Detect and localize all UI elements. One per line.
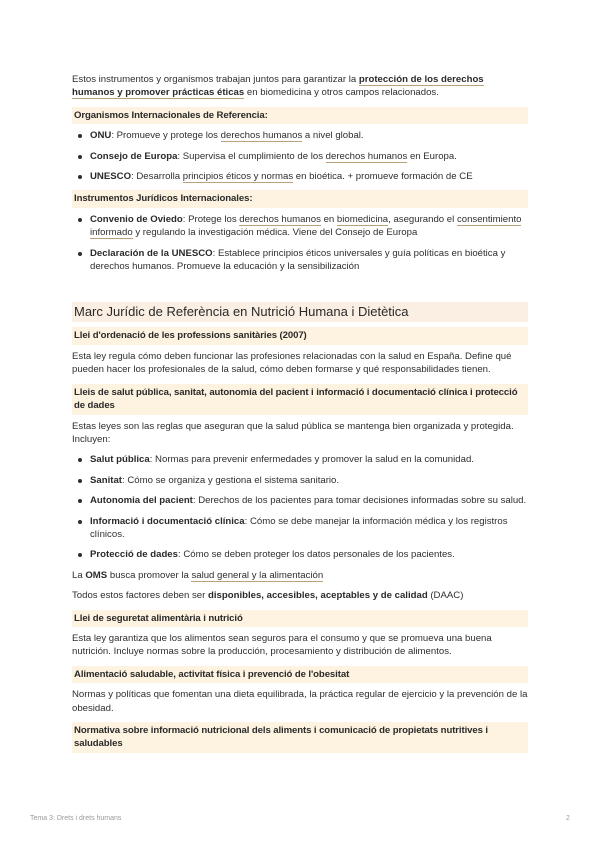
list-item: Consejo de Europa: Supervisa el cumplimiento de los derechos humanos en Europa. — [90, 150, 528, 163]
list-item: Informació i documentació clínica: Cómo se debe manejar la información médica y los registros clínicos. — [90, 515, 528, 542]
inst-heading: Instrumentos Jurídicos Internacionales: — [72, 190, 528, 207]
alimentacio-heading: Alimentació saludable, activitat física i prevenció de l'obesitat — [72, 666, 528, 683]
factors-line: Todos estos factores deben ser disponibles, accesibles, aceptables y de calidad (DAAC) — [72, 590, 464, 602]
alimentacio-text: Normas y políticas que fomentan una dieta equilibrada, la práctica regular de ejercicio y la prevención de la obesidad. — [72, 689, 528, 714]
list-item: Convenio de Oviedo: Protege los derechos humanos en biomedicina, asegurando el consentimiento informado y regulando la investigación médica. Viene del Consejo de Europa — [90, 213, 528, 240]
intro-highlight: protección de los derechos humanos y promover prácticas éticas — [72, 74, 484, 99]
llei-prof-heading: Llei d'ordenació de les professions sanitàries (2007) — [72, 327, 528, 344]
oms-line: La OMS busca promover la salud general y la alimentación — [72, 569, 324, 581]
lleis-salut-heading: Lleis de salut pública, sanitat, autonomia del pacient i informació i documentació clínica i protecció de dades — [72, 384, 528, 415]
inst-list — [72, 213, 528, 274]
list-item: Salut pública: Normas para prevenir enfermedades y promover la salud en la comunidad. — [90, 453, 528, 466]
list-item: Declaración de la UNESCO: Establece principios éticos universales y guía políticas en bioética y derechos humanos. Promueve la educación y la sensibilización — [90, 247, 528, 274]
list-item: Autonomia del pacient: Derechos de los pacientes para tomar decisiones informadas sobre su salud. — [90, 495, 527, 507]
normativa-heading: Normativa sobre informació nutricional dels aliments i comunicació de propietats nutritives i saludables — [72, 722, 528, 753]
seguretat-heading: Llei de seguretat alimentària i nutrició — [72, 610, 528, 627]
list-item: ONU: Promueve y protege los derechos humanos a nivel global. — [90, 129, 528, 142]
page-number: 2 — [566, 815, 570, 822]
lleis-salut-text: Estas leyes son las reglas que aseguran que la salud pública se mantenga bien organizada y protegida. Incluyen: — [72, 420, 514, 445]
intro-paragraph: Estos instrumentos y organismos trabajan juntos para garantizar la protección de los derechos humanos y promover prácticas éticas en biomedicina y otros campos relacionados. — [72, 74, 484, 99]
seguretat-text: Esta ley garantiza que los alimentos sean seguros para el consumo y que se promueva una buena nutrición. Incluye normas sobre la producción, procesamiento y distribución de alimentos. — [72, 632, 492, 658]
org-list — [72, 129, 528, 183]
list-item: UNESCO: Desarrolla principios éticos y normas en bioética. + promueve formación de CE — [90, 170, 528, 183]
org-heading: Organismos Internacionales de Referencia: — [72, 107, 528, 124]
list-item: Sanitat: Cómo se organiza y gestiona el sistema sanitario. — [90, 474, 528, 487]
document-page — [72, 73, 528, 758]
llei-prof-text: Esta ley regula cómo deben funcionar las profesiones relacionadas con la salud en España. Define qué pueden hacer los profesionales de la salud, cómo deben formarse y qué responsabilidades tienen. — [72, 350, 512, 376]
section-title: Marc Jurídic de Referència en Nutrició Humana i Dietètica — [72, 302, 528, 322]
lleis-salut-list — [72, 453, 528, 561]
list-item: Protecció de dades: Cómo se deben proteger los datos personales de los pacientes. — [90, 548, 528, 561]
footer-title: Tema 3: Drets i drets humans — [30, 815, 122, 822]
